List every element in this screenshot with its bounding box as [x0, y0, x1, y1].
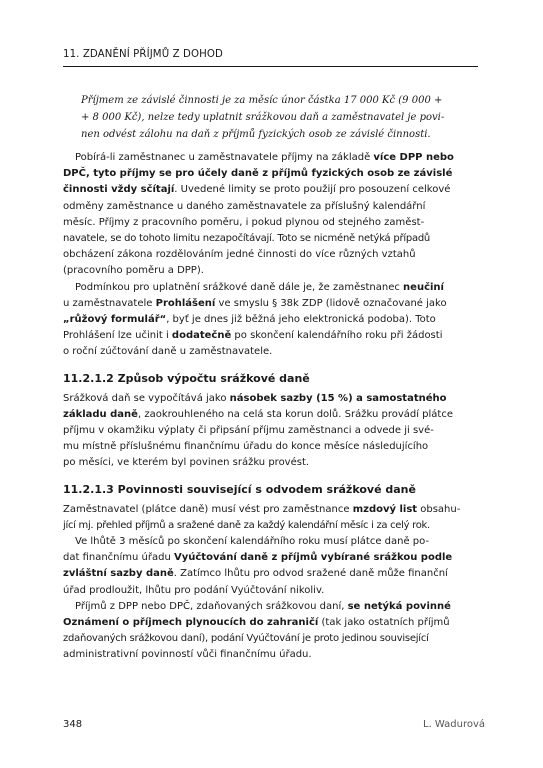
text-line: odměny zaměstnance u daného zaměstnavatele za příslušný kalendářní	[63, 200, 426, 212]
bold-text: „růžový formulář“	[63, 314, 167, 326]
paragraph-payroll-sheet	[63, 502, 478, 534]
text-line: mu místně příslušnému finančnímu úřadu do konce měsíce následujícího	[63, 441, 429, 453]
text-run: po skončení kalendářního roku při žádosti	[231, 330, 443, 342]
intro-line: Příjmem ze závislé činnosti je za měsíc únor částka 17 000 Kč (9 000 +	[81, 95, 443, 106]
text-line: o roční zúčtování daně u zaměstnavatele.	[63, 346, 273, 358]
text-line: příjmu v okamžiku výplaty či připsání příjmu zaměstnanci a odvede ji své-	[63, 425, 434, 437]
intro-line: + 8 000 Kč), nelze tedy uplatnit srážkovou daň a zaměstnavatel je povi-	[81, 111, 445, 123]
text-line: navatele, se do tohoto limitu nezapočítávají. Toto se nicméně netýká případů	[63, 233, 431, 245]
text-run: Prohlášení lze učinit i	[63, 330, 172, 342]
text-line: měsíc. Příjmy z pracovního poměru, i pokud plynou od stejného zaměst-	[63, 216, 425, 228]
paragraph-multiple-agreements	[63, 150, 478, 280]
section-heading-calculation: 11.2.1.2 Způsob výpočtu srážkové daně	[63, 371, 310, 385]
text-run: Příjmů z DPP nebo DPČ, zdaňovaných srážkovou daní,	[75, 600, 348, 612]
paragraph-annual-statement	[63, 534, 478, 599]
text-run: , zaokrouhleného na celá sta korun dolů. Srážku provádí plátce	[137, 408, 453, 420]
bold-text: neučiní	[403, 281, 444, 293]
text-run: Zaměstnavatel (plátce daně) musí vést pro zaměstnance	[63, 503, 353, 515]
text-run: Pobírá-li zaměstnanec u zaměstnavatele příjmy na základě	[75, 152, 374, 163]
text-line: (pracovního poměru a DPP).	[63, 265, 204, 277]
text-run: (tak jako ostatních příjmů	[318, 617, 450, 629]
text-line: zdaňovaných srážkovou daní), podání Vyúčtování je proto jedinou související	[63, 633, 429, 645]
paragraph-calculation	[63, 391, 478, 472]
bold-text: Oznámení o příjmech plynoucích do zahraničí	[63, 617, 319, 629]
text-run: ve smyslu § 38k ZDP (lidově označované jako	[215, 297, 447, 309]
page-number: 348	[63, 719, 83, 730]
text-run: . Uvedené limity se proto použijí pro posouzení celkové	[174, 184, 451, 196]
bold-text: více DPP nebo	[373, 152, 454, 163]
text-line: obcházení zákona rozdělováním jedné činnosti do více různých vztahů	[63, 249, 416, 261]
intro-line: nen odvést zálohu na daň z příjmů fyzických osob ze závislé činnosti.	[81, 128, 431, 140]
text-run: . Zatímco lhůtu pro odvod sražené daně může finanční	[173, 568, 448, 580]
bold-text: se netýká povinné	[347, 600, 451, 612]
text-run: , byť je dnes již běžná jeho elektronická podoba). Toto	[166, 314, 436, 326]
bold-text: Vyúčtování daně z příjmů vybírané srážkou podle	[174, 552, 453, 564]
text-line: úřad prodloužit, lhůtu pro podání Vyúčtování nikoliv.	[63, 584, 325, 596]
bold-text: zvláštní sazby daně	[63, 568, 174, 580]
header-rule	[63, 66, 478, 67]
bold-text: mzdový list	[352, 503, 418, 515]
paragraph-declaration	[63, 280, 478, 361]
running-title: 11. ZDANĚNÍ PŘÍJMŮ Z DOHOD	[63, 49, 223, 60]
section-heading-obligations: 11.2.1.3 Povinnosti související s odvodem srážkové daně	[63, 482, 416, 496]
text-run: obsahu-	[417, 503, 461, 515]
text-line: administrativní povinností vůči finančnímu úřadu.	[63, 649, 312, 661]
body-text	[63, 150, 478, 664]
bold-text: činnosti vždy sčítají	[63, 184, 175, 196]
bold-text: dodatečně	[171, 330, 232, 342]
paragraph-foreign-notification	[63, 599, 478, 664]
text-line: Ve lhůtě 3 měsíců po skončení kalendářního roku musí plátce daně po-	[75, 536, 430, 548]
bold-text: násobek sazby (15 %) a samostatného	[229, 392, 447, 404]
bold-text: DPČ, tyto příjmy se pro účely daně z příjmů fyzických osob ze závislé	[63, 168, 453, 180]
text-run: Srážková daň se vypočítává jako	[63, 392, 230, 404]
example-intro	[81, 93, 476, 143]
bold-text: základu daně	[63, 408, 138, 420]
bold-text: Prohlášení	[155, 297, 216, 309]
text-line: jící mj. přehled příjmů a sražené daně za každý kalendářní měsíc i za celý rok.	[63, 519, 430, 531]
text-line: po měsíci, ve kterém byl povinen srážku provést.	[63, 457, 310, 469]
author-name: L. Wadurová	[423, 719, 486, 730]
text-run: u zaměstnavatele	[63, 297, 156, 309]
text-run: Podmínkou pro uplatnění srážkové daně dále je, že zaměstnanec	[75, 281, 404, 293]
text-run: dat finančnímu úřadu	[63, 552, 174, 564]
